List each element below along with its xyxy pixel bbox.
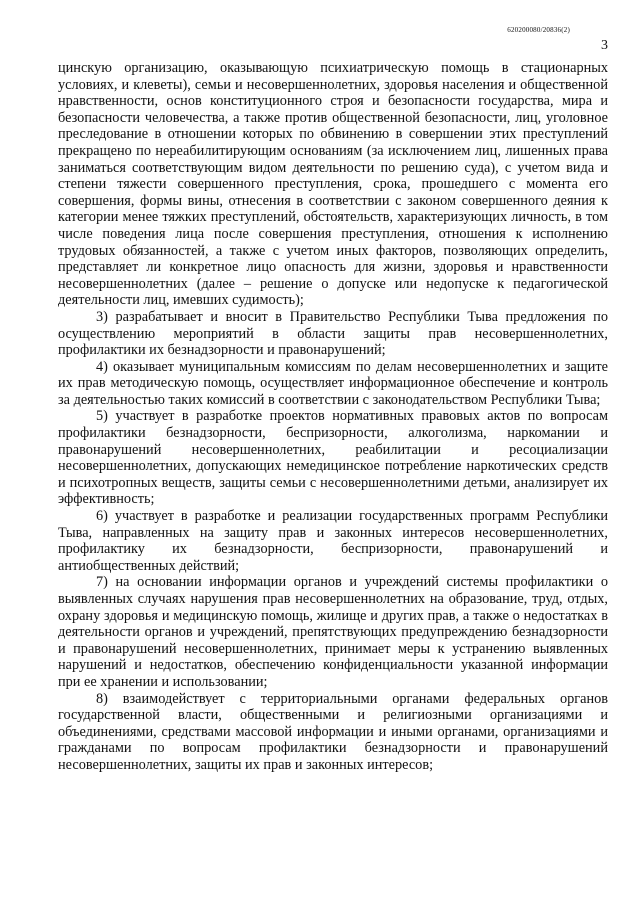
document-body — [58, 60, 608, 774]
paragraph-item-6: 6) участвует в разработке и реализации государственных программ Республики Тыва, направленных на защиту прав и законных интересов несовершеннолетних, профилактику их безнадзорности, беспризорности, правонарушений и антиобщественных действий; — [58, 508, 608, 574]
paragraph-item-5: 5) участвует в разработке проектов нормативных правовых актов по вопросам профилактики безнадзорности, беспризорности, алкоголизма, наркомании и правонарушений несовершеннолетних, реабилитации и ресоциализации несовершеннолетних, допускающих немедицинское потребление наркотических средств и психотропных веществ, защиты семьи с несовершеннолетними детьми, анализирует их эффективность; — [58, 408, 608, 508]
page-number: 3 — [601, 38, 608, 53]
document-number: 620200080/20836(2) — [507, 26, 570, 34]
paragraph-item-4: 4) оказывает муниципальным комиссиям по делам несовершеннолетних и защите их прав методическую помощь, осуществляет информационное обеспечение и контроль за деятельностью таких комиссий в соответствии с законодательством Республики Тыва; — [58, 358, 608, 408]
paragraph-item-3: 3) разрабатывает и вносит в Правительство Республики Тыва предложения по осуществлению мероприятий в области защиты прав несовершеннолетних, профилактики их безнадзорности и правонарушений; — [58, 308, 608, 359]
paragraph-continuation: цинскую организацию, оказывающую психиатрическую помощь в стационарных условиях, и клеветы), семьи и несовершеннолетних, здоровья населения и общественной нравственности, основ конституционного строя и безопасности государства, мира и безопасности человечества, а также против общественной безопасности, лиц, уголовное преследование в отношении которых по обвинению в совершении этих преступлений прекращено по нереабилитирующим основаниям (за исключением лиц, лишенных права заниматься соответствующим видом деятельности по решению суда), с учетом вида и степени тяжести совершенного преступления, срока, прошедшего с момента его совершения, формы вины, отнесения в соответствии с законом совершенного деяния к категории менее тяжких преступлений, обстоятельств, характеризующих личность, в том числе поведения лица после совершения преступления, отношения к исполнению трудовых обязанностей, а также с учетом иных факторов, позволяющих определить, представляет ли конкретное лицо опасность для жизни, здоровья и нравственности несовершеннолетних (далее – решение о допуске или недопуске к педагогической деятельности лиц, имевших судимость); — [58, 60, 608, 309]
paragraph-item-8: 8) взаимодействует с территориальными органами федеральных органов государственной власти, общественными и религиозными организациями и объединениями, средствами массовой информации и иными органами, организациями и гражданами по вопросам профилактики безнадзорности и правонарушений несовершеннолетних, защиты их прав и законных интересов; — [58, 690, 608, 773]
paragraph-item-7: 7) на основании информации органов и учреждений системы профилактики о выявленных случаях нарушения прав несовершеннолетних на образование, труд, отдых, охрану здоровья и медицинскую помощь, жилище и других прав, а также о недостатках в деятельности органов и учреждений, препятствующих предупреждению безнадзорности и правонарушений несовершеннолетних, принимает меры к устранению выявленных нарушений и недостатков, обеспечению конфиденциальности указанной информации при ее хранении и использовании; — [58, 574, 608, 690]
